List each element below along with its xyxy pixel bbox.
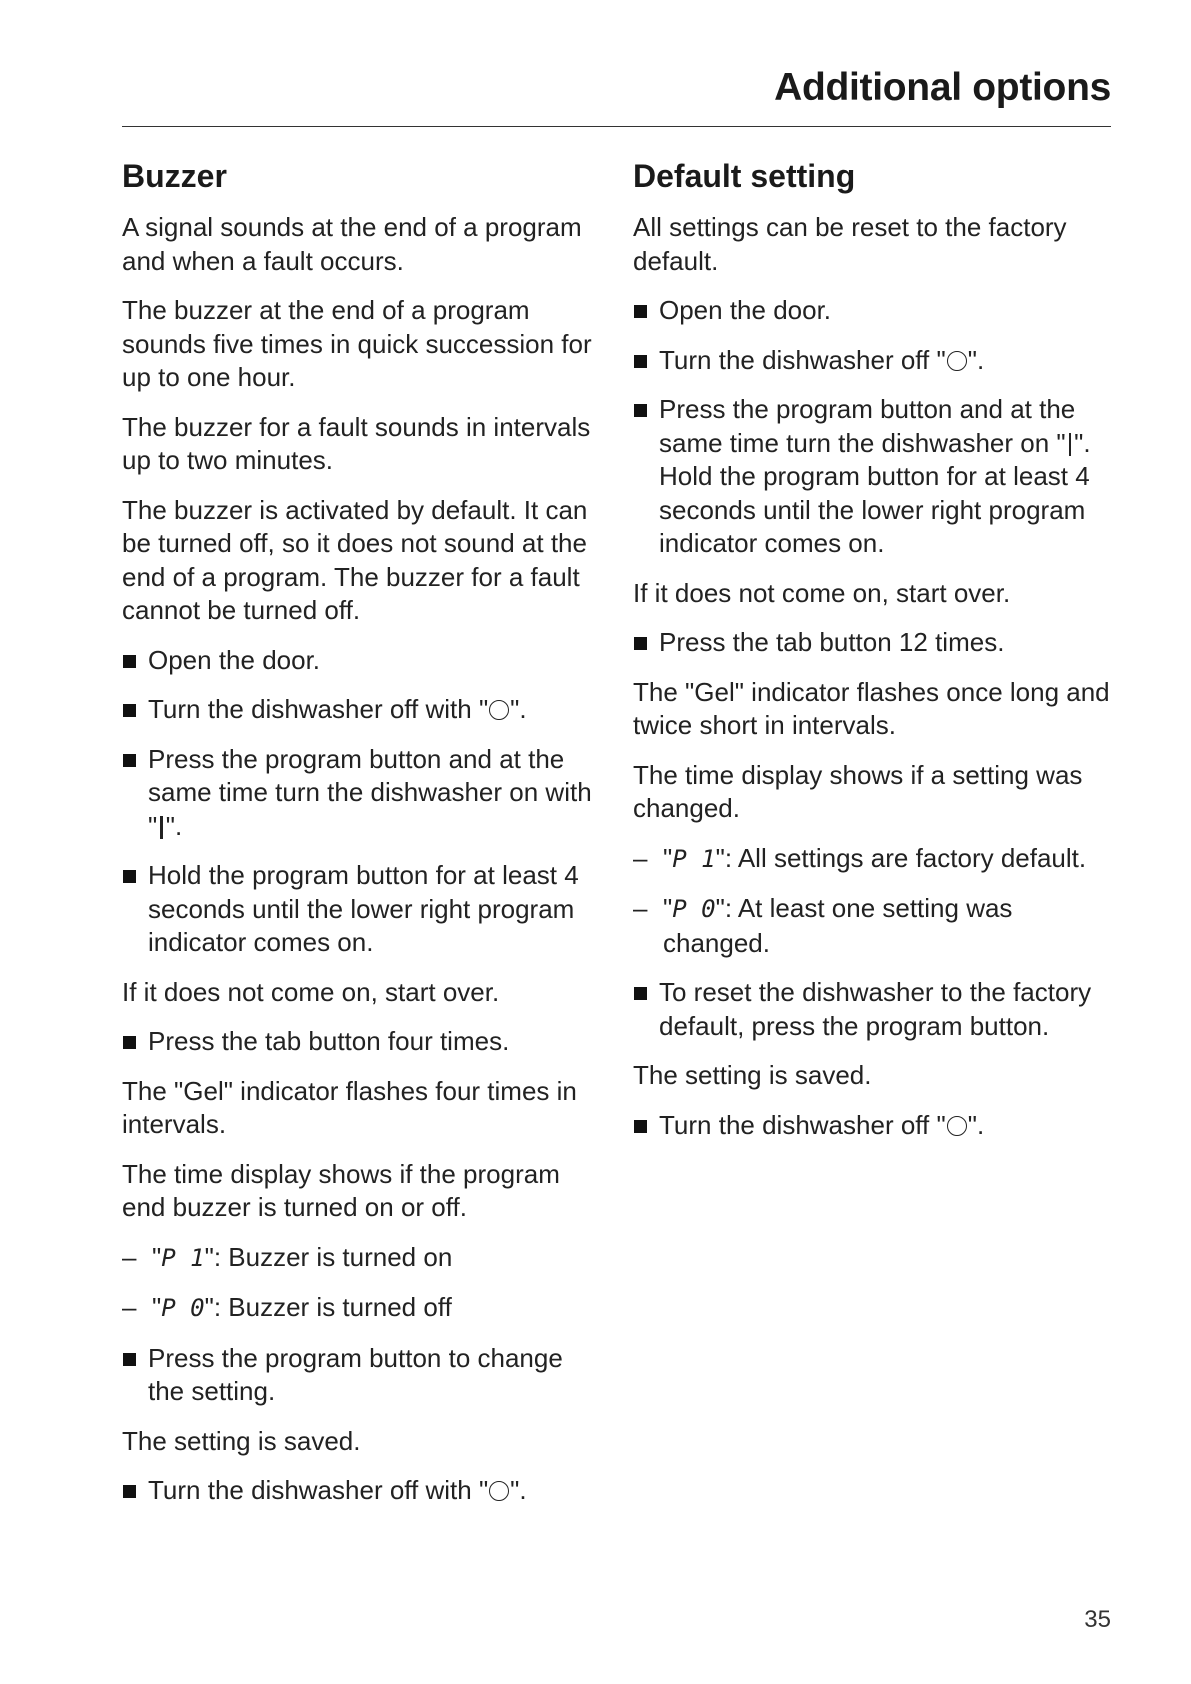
step-text: Press the tab button 12 times.: [659, 627, 1005, 657]
option-text: ": All settings are factory default.: [715, 842, 1087, 873]
dash-marker: –: [633, 893, 648, 923]
buzzer-heading: Buzzer: [122, 158, 227, 194]
step-text: Turn the dishwasher off ": [659, 344, 946, 375]
buzzer-paragraph: If it does not come on, start over.: [122, 976, 500, 1007]
square-bullet-icon: [123, 754, 136, 767]
step-text: Open the door.: [148, 644, 321, 675]
circle-off-icon: [947, 351, 967, 371]
square-bullet-icon: [634, 637, 647, 650]
step-text: Press the tab button four times.: [148, 1026, 510, 1056]
square-bullet-icon: [123, 655, 136, 668]
square-bullet-icon: [634, 404, 647, 417]
bar-on-icon: [1069, 433, 1072, 456]
dash-marker: –: [122, 1292, 137, 1322]
circle-off-icon: [489, 1481, 509, 1501]
buzzer-step: [122, 743, 597, 844]
circle-off-icon: [489, 700, 509, 720]
square-bullet-icon: [123, 1353, 136, 1366]
header-divider: [122, 126, 1111, 127]
buzzer-paragraph: The buzzer is activated by default. It can be turned off, so it does not sound at the end of a program. The buzzer for a fault cannot be turned off.: [122, 494, 588, 625]
step-text: ".: [510, 1475, 527, 1505]
step-text: ". Hold the program button for at least 4 seconds until the lower right program indicator comes on.: [659, 427, 1091, 558]
circle-off-icon: [947, 1116, 967, 1136]
square-bullet-icon: [123, 870, 136, 883]
display-code: P 0: [672, 895, 716, 923]
buzzer-paragraph: A signal sounds at the end of a program and when a fault occurs.: [122, 212, 582, 276]
buzzer-step: [122, 1025, 597, 1059]
step-text: Turn the dishwasher off with ": [148, 1475, 489, 1505]
buzzer-step: [122, 644, 597, 678]
step-text: Turn the dishwasher off ": [659, 1109, 946, 1140]
square-bullet-icon: [634, 355, 647, 368]
buzzer-paragraph: The time display shows if the program end buzzer is turned on or off.: [122, 1158, 560, 1222]
dash-marker: –: [122, 1241, 137, 1272]
display-option: [122, 1241, 597, 1276]
buzzer-step: [122, 1474, 597, 1508]
square-bullet-icon: [634, 1120, 647, 1133]
default-paragraph: All settings can be reset to the factory default.: [633, 212, 1067, 276]
square-bullet-icon: [634, 987, 647, 1000]
quote-mark: ": [152, 1292, 162, 1322]
step-text: Open the door.: [659, 295, 832, 325]
square-bullet-icon: [634, 305, 647, 318]
page-header-title: Additional options: [774, 66, 1111, 109]
dash-marker: –: [633, 842, 648, 873]
step-text: Press the program button and at the same time turn the dishwasher on ": [659, 394, 1076, 458]
step-text: Press the program button to change the setting.: [148, 1342, 563, 1406]
step-text: Turn the dishwasher off with ": [148, 694, 489, 724]
default-setting-heading: Default setting: [633, 158, 856, 194]
display-option: [633, 892, 1113, 960]
default-step: [633, 626, 1113, 660]
quote-mark: ": [663, 893, 673, 923]
default-setting-section: [633, 155, 1113, 1158]
step-text: To reset the dishwasher to the factory default, press the program button.: [659, 977, 1092, 1041]
display-code: P 1: [161, 1243, 205, 1272]
step-text: ".: [165, 810, 183, 841]
default-step: [633, 344, 1113, 378]
display-code: P 0: [161, 1294, 205, 1322]
display-code: P 1: [672, 844, 716, 873]
quote-mark: ": [152, 1241, 162, 1272]
display-option: [633, 842, 1113, 877]
step-text: Hold the program button for at least 4 seconds until the lower right program indicator comes on.: [148, 860, 579, 957]
square-bullet-icon: [123, 704, 136, 717]
default-step: [633, 393, 1113, 561]
buzzer-step: [122, 1342, 597, 1409]
buzzer-step: [122, 693, 597, 727]
quote-mark: ": [663, 842, 673, 873]
page-number: 35: [1084, 1606, 1111, 1633]
default-paragraph: The time display shows if a setting was changed.: [633, 759, 1083, 823]
step-text: ".: [967, 344, 985, 375]
buzzer-paragraph: The "Gel" indicator flashes four times in intervals.: [122, 1075, 577, 1139]
display-option: [122, 1291, 597, 1326]
option-text: ": At least one setting was changed.: [663, 893, 1013, 958]
step-text: ".: [510, 694, 527, 724]
step-text: Press the program button and at the same time turn the dishwasher on with ": [148, 743, 592, 841]
step-text: ".: [967, 1109, 985, 1140]
buzzer-section: [122, 155, 597, 1524]
default-step: [633, 976, 1113, 1043]
buzzer-paragraph: The buzzer at the end of a program sounds five times in quick succession for up to one hour.: [122, 295, 592, 392]
square-bullet-icon: [123, 1485, 136, 1498]
default-step: [633, 294, 1113, 328]
default-paragraph: If it does not come on, start over.: [633, 577, 1011, 608]
bar-on-icon: [160, 816, 163, 839]
option-text: ": Buzzer is turned off: [204, 1292, 452, 1322]
square-bullet-icon: [123, 1036, 136, 1049]
option-text: ": Buzzer is turned on: [204, 1241, 453, 1272]
buzzer-paragraph: The setting is saved.: [122, 1425, 361, 1456]
buzzer-step: [122, 859, 597, 960]
default-paragraph: The setting is saved.: [633, 1060, 872, 1090]
default-paragraph: The "Gel" indicator flashes once long and twice short in intervals.: [633, 676, 1110, 740]
buzzer-paragraph: The buzzer for a fault sounds in intervals up to two minutes.: [122, 411, 591, 475]
default-step: [633, 1109, 1113, 1143]
